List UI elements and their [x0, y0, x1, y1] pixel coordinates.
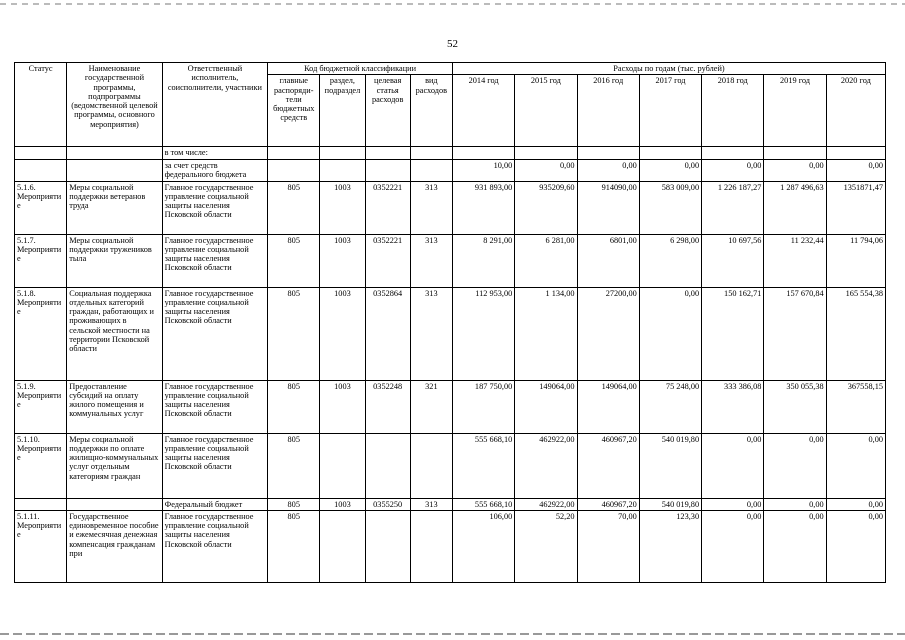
cell-2016: 149064,00 — [577, 380, 639, 433]
table-row — [15, 181, 886, 234]
cell-status: 5.1.10. Мероприятие — [15, 433, 67, 498]
cell-2014: 8 291,00 — [452, 234, 514, 287]
cell-2020: 0,00 — [826, 498, 885, 510]
cell-2014: 187 750,00 — [452, 380, 514, 433]
cell-status: 5.1.9. Мероприятие — [15, 380, 67, 433]
budget-table — [14, 62, 886, 583]
cell-2017 — [639, 147, 701, 159]
cell-2017: 583 009,00 — [639, 181, 701, 234]
scan-edge-bottom — [0, 633, 905, 635]
cell-2019: 0,00 — [764, 433, 826, 498]
table-row — [15, 159, 886, 181]
cell-responsible: Главное государственное управление социальной защиты населения Псковской области — [162, 287, 267, 380]
cell-2017: 0,00 — [639, 159, 701, 181]
header-year-2016: 2016 год — [577, 75, 639, 147]
cell-2015: 52,20 — [515, 510, 577, 582]
cell-2019: 350 055,38 — [764, 380, 826, 433]
cell-csr: 0352221 — [365, 234, 410, 287]
cell-vr — [410, 147, 452, 159]
cell-grbs — [268, 159, 320, 181]
cell-2020 — [826, 147, 885, 159]
cell-2020: 367558,15 — [826, 380, 885, 433]
cell-2018: 333 386,08 — [702, 380, 764, 433]
cell-status — [15, 159, 67, 181]
cell-rz: 1003 — [320, 498, 365, 510]
cell-csr — [365, 159, 410, 181]
table-row — [15, 433, 886, 498]
header-code-rz: раздел, подраздел — [320, 75, 365, 147]
cell-rz: 1003 — [320, 181, 365, 234]
cell-vr: 313 — [410, 181, 452, 234]
cell-responsible: Главное государственное управление социальной защиты населения Псковской области — [162, 433, 267, 498]
cell-2014: 112 953,00 — [452, 287, 514, 380]
cell-2017: 75 248,00 — [639, 380, 701, 433]
cell-2018: 0,00 — [702, 498, 764, 510]
cell-csr: 0352864 — [365, 287, 410, 380]
cell-2020: 0,00 — [826, 433, 885, 498]
cell-2020: 11 794,06 — [826, 234, 885, 287]
cell-status: 5.1.7. Мероприятие — [15, 234, 67, 287]
cell-grbs: 805 — [268, 433, 320, 498]
cell-rz — [320, 159, 365, 181]
cell-rz — [320, 147, 365, 159]
cell-2015: 462922,00 — [515, 498, 577, 510]
cell-csr — [365, 147, 410, 159]
cell-2018: 1 226 187,27 — [702, 181, 764, 234]
cell-vr: 313 — [410, 234, 452, 287]
cell-vr — [410, 510, 452, 582]
cell-name: Меры социальной поддержки тружеников тыла — [67, 234, 162, 287]
header-year-2015: 2015 год — [515, 75, 577, 147]
table-row — [15, 498, 886, 510]
scan-edge-top — [0, 3, 905, 5]
table-row — [15, 287, 886, 380]
cell-status: 5.1.11. Мероприятие — [15, 510, 67, 582]
cell-vr — [410, 433, 452, 498]
header-years-group: Расходы по годам (тыс. рублей) — [452, 63, 885, 75]
cell-2019: 0,00 — [764, 498, 826, 510]
cell-responsible: Главное государственное управление социальной защиты населения Псковской области — [162, 181, 267, 234]
header-year-2020: 2020 год — [826, 75, 885, 147]
header-code-vr: вид расходов — [410, 75, 452, 147]
cell-2017: 6 298,00 — [639, 234, 701, 287]
cell-2016: 460967,20 — [577, 498, 639, 510]
header-name: Наименование государственной программы, подпрограммы (ведомственной целевой программы, основного мероприятия) — [67, 63, 162, 147]
cell-responsible: в том числе: — [162, 147, 267, 159]
cell-2017: 123,30 — [639, 510, 701, 582]
cell-name: Меры социальной поддержки по оплате жилищно-коммунальных услуг отдельным категориям граждан — [67, 433, 162, 498]
cell-2014: 10,00 — [452, 159, 514, 181]
cell-name: Меры социальной поддержки ветеранов труда — [67, 181, 162, 234]
table-row — [15, 510, 886, 582]
cell-name: Предоставление субсидий на оплату жилого помещения и коммунальных услуг — [67, 380, 162, 433]
cell-responsible: за счет средств федерального бюджета — [162, 159, 267, 181]
header-code-group: Код бюджетной классификации — [268, 63, 453, 75]
cell-2014: 106,00 — [452, 510, 514, 582]
header-code-grbs: главные распоряди-тели бюджетных средств — [268, 75, 320, 147]
cell-grbs: 805 — [268, 181, 320, 234]
cell-grbs: 805 — [268, 498, 320, 510]
cell-2014: 931 893,00 — [452, 181, 514, 234]
cell-rz: 1003 — [320, 287, 365, 380]
cell-2019: 0,00 — [764, 510, 826, 582]
cell-2019: 157 670,84 — [764, 287, 826, 380]
cell-name — [67, 498, 162, 510]
cell-2016: 914090,00 — [577, 181, 639, 234]
cell-status: 5.1.6. Мероприятие — [15, 181, 67, 234]
header-year-2018: 2018 год — [702, 75, 764, 147]
cell-2018: 0,00 — [702, 510, 764, 582]
header-year-2017: 2017 год — [639, 75, 701, 147]
header-year-2019: 2019 год — [764, 75, 826, 147]
cell-csr: 0352221 — [365, 181, 410, 234]
cell-2019 — [764, 147, 826, 159]
cell-csr: 0355250 — [365, 498, 410, 510]
header-code-csr: целевая статья расходов — [365, 75, 410, 147]
cell-vr: 321 — [410, 380, 452, 433]
cell-2018 — [702, 147, 764, 159]
cell-2015: 935209,60 — [515, 181, 577, 234]
cell-grbs — [268, 147, 320, 159]
cell-responsible: Главное государственное управление социальной защиты населения Псковской области — [162, 510, 267, 582]
cell-2015: 0,00 — [515, 159, 577, 181]
cell-2018: 150 162,71 — [702, 287, 764, 380]
cell-2016 — [577, 147, 639, 159]
cell-vr — [410, 159, 452, 181]
cell-rz: 1003 — [320, 380, 365, 433]
page-number: 52 — [447, 38, 458, 50]
cell-2020: 0,00 — [826, 510, 885, 582]
cell-2017: 0,00 — [639, 287, 701, 380]
table-row — [15, 380, 886, 433]
header-year-2014: 2014 год — [452, 75, 514, 147]
cell-status — [15, 498, 67, 510]
header-status: Статус — [15, 63, 67, 147]
cell-grbs: 805 — [268, 510, 320, 582]
cell-2020: 165 554,38 — [826, 287, 885, 380]
cell-2018: 0,00 — [702, 159, 764, 181]
cell-2020: 0,00 — [826, 159, 885, 181]
cell-grbs: 805 — [268, 234, 320, 287]
cell-2014 — [452, 147, 514, 159]
cell-rz — [320, 510, 365, 582]
cell-2018: 0,00 — [702, 433, 764, 498]
table-row — [15, 234, 886, 287]
cell-2014: 555 668,10 — [452, 498, 514, 510]
cell-responsible: Федеральный бюджет — [162, 498, 267, 510]
cell-2017: 540 019,80 — [639, 433, 701, 498]
cell-name: Государственное единовременное пособие и ежемесячная денежная компенсация гражданам при — [67, 510, 162, 582]
cell-status — [15, 147, 67, 159]
header-responsible: Ответственный исполнитель, соисполнители, участники — [162, 63, 267, 147]
cell-2016: 0,00 — [577, 159, 639, 181]
cell-grbs: 805 — [268, 287, 320, 380]
cell-2016: 460967,20 — [577, 433, 639, 498]
cell-csr — [365, 433, 410, 498]
cell-grbs: 805 — [268, 380, 320, 433]
cell-2015: 1 134,00 — [515, 287, 577, 380]
cell-csr: 0352248 — [365, 380, 410, 433]
cell-2018: 10 697,56 — [702, 234, 764, 287]
cell-name — [67, 159, 162, 181]
cell-2015: 149064,00 — [515, 380, 577, 433]
cell-2019: 11 232,44 — [764, 234, 826, 287]
cell-responsible: Главное государственное управление социальной защиты населения Псковской области — [162, 380, 267, 433]
table-row — [15, 147, 886, 159]
cell-2014: 555 668,10 — [452, 433, 514, 498]
cell-status: 5.1.8. Мероприятие — [15, 287, 67, 380]
cell-2017: 540 019,80 — [639, 498, 701, 510]
cell-2015: 6 281,00 — [515, 234, 577, 287]
cell-2019: 1 287 496,63 — [764, 181, 826, 234]
cell-name: Социальная поддержка отдельных категорий граждан, работающих и проживающих в сельской местности на территории Псковской области — [67, 287, 162, 380]
cell-2019: 0,00 — [764, 159, 826, 181]
cell-csr — [365, 510, 410, 582]
cell-responsible: Главное государственное управление социальной защиты населения Псковской области — [162, 234, 267, 287]
cell-2016: 27200,00 — [577, 287, 639, 380]
cell-2015 — [515, 147, 577, 159]
cell-vr: 313 — [410, 287, 452, 380]
cell-2016: 70,00 — [577, 510, 639, 582]
cell-2016: 6801,00 — [577, 234, 639, 287]
cell-name — [67, 147, 162, 159]
cell-2020: 1351871,47 — [826, 181, 885, 234]
cell-2015: 462922,00 — [515, 433, 577, 498]
cell-rz: 1003 — [320, 234, 365, 287]
cell-vr: 313 — [410, 498, 452, 510]
cell-rz — [320, 433, 365, 498]
